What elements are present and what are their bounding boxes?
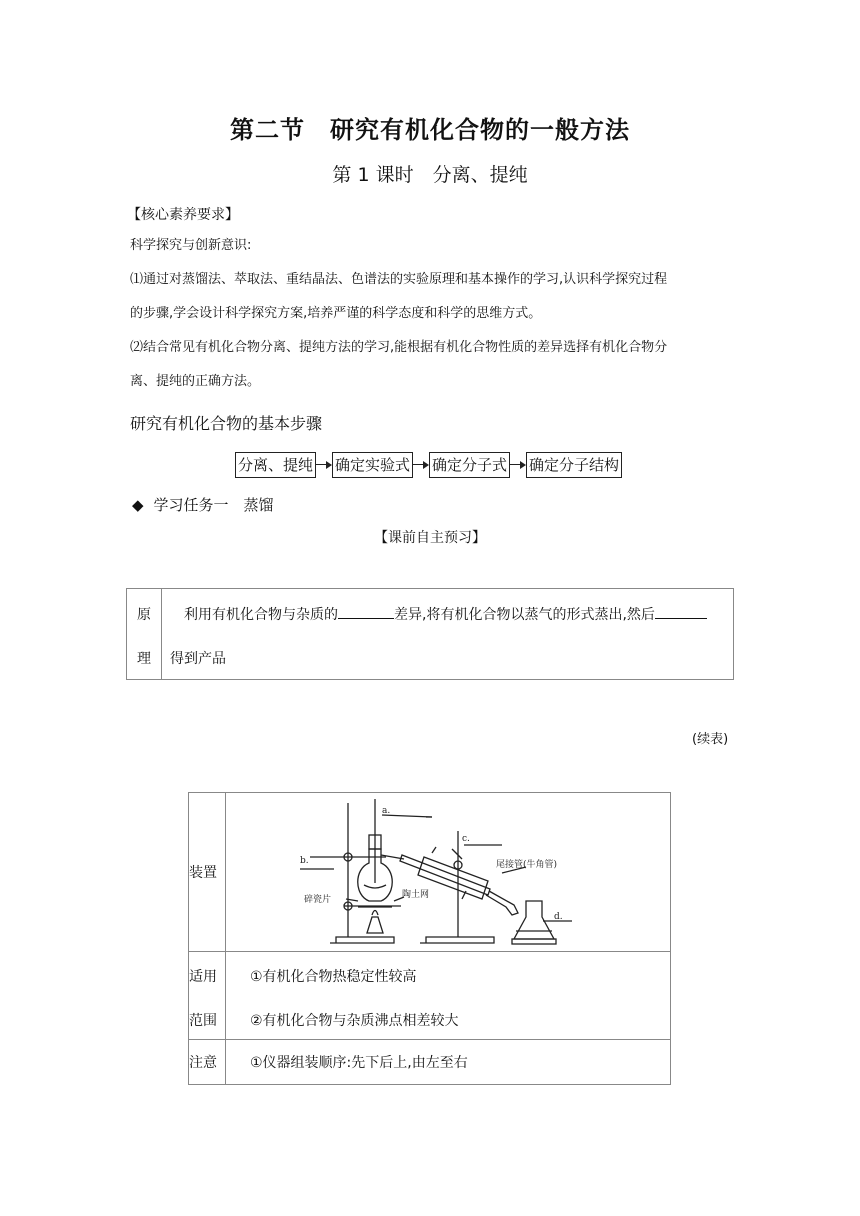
core-item1-line2: 的步骤,学会设计科学探究方案,培养严谨的科学态度和科学的思维方式。 [130,306,542,321]
distillation-table [188,792,671,1085]
apparatus-label: 装置 [189,865,217,881]
scope-label-2: 范围 [189,1013,217,1029]
step-box-3: 确定分子式 [429,452,510,478]
label-a: a. [382,806,391,816]
stand-base-middle [420,937,494,943]
preview-label: 【课前自主预习】 [374,530,486,546]
note-item-1: ①仪器组装顺序:先下后上,由左至右 [250,1055,468,1071]
label-d: d. [554,912,563,922]
arrow-right-icon [510,452,526,478]
scope-label-cell [189,952,226,1040]
arrow-right-icon [413,452,429,478]
answer-blank[interactable] [655,604,707,619]
steps-flowchart [235,452,622,478]
label-b: b. [300,856,309,866]
step-box-4: 确定分子结构 [526,452,622,478]
note-label: 注意 [189,1055,217,1071]
receiving-flask [514,901,554,939]
label-chips: 碎瓷片 [304,895,332,905]
task-heading [132,494,274,515]
distillation-apparatus-diagram [226,793,670,951]
note-text-cell [226,1040,671,1085]
leader-line-c [452,849,462,859]
water-outlet [432,847,436,853]
label-c: c. [462,834,470,844]
table-row [189,952,671,1040]
receiver-base [512,939,556,944]
principle-text-cell [162,589,734,680]
arrow-right-icon [316,452,332,478]
principle-text-part1: 利用有机化合物与杂质的 [184,607,338,623]
steps-heading: 研究有机化合物的基本步骤 [130,414,323,433]
scope-item-1: ①有机化合物热稳定性较高 [250,969,417,985]
core-item1-line1: ⑴通过对蒸馏法、萃取法、重结晶法、色谱法的实验原理和基本操作的学习,认识科学探究过程 [130,272,668,287]
core-intro: 科学探究与创新意识: [130,238,252,253]
principle-label-cell [127,589,162,680]
condenser-inner [400,855,490,895]
note-label-cell [189,1040,226,1085]
apparatus-label-cell [189,793,226,952]
principle-label-2: 理 [137,651,151,667]
scope-label-1: 适用 [189,969,217,985]
core-item2-line2: 离、提纯的正确方法。 [130,374,261,389]
principle-line1 [170,604,733,624]
continued-label: (续表) [692,732,729,747]
flame-icon [372,911,378,916]
scope-text-cell [226,952,671,1040]
principle-table [126,588,734,680]
table-row [127,589,734,680]
principle-line2: 得到产品 [170,651,226,667]
page-title: 第二节 研究有机化合物的一般方法 [230,116,630,144]
principle-text-part2: 差异,将有机化合物以蒸气的形式蒸出,然后 [394,607,655,623]
step-box-2: 确定实验式 [332,452,413,478]
task-title: 学习任务一 蒸馏 [153,496,274,514]
lesson-subtitle: 第 1 课时 分离、提纯 [332,164,528,186]
apparatus-diagram-cell [226,793,671,952]
label-receiver: 尾接管(牛角管) [496,860,558,870]
stand-base-left [330,937,394,943]
liquid-level [364,885,386,888]
alcohol-lamp [367,917,383,933]
adapter [486,891,518,915]
diamond-bullet-icon: ◆ [132,496,144,514]
label-gauze: 陶土网 [402,890,430,900]
core-item2-line1: ⑵结合常见有机化合物分离、提纯方法的学习,能根据有机化合物性质的差异选择有机化合物分 [130,340,668,355]
table-row [189,1040,671,1085]
core-requirements-header: 【核心素养要求】 [127,207,239,223]
answer-blank[interactable] [338,604,394,619]
scope-item-2: ②有机化合物与杂质沸点相差较大 [250,1013,459,1029]
principle-label-1: 原 [137,607,151,623]
step-box-1: 分离、提纯 [235,452,316,478]
table-row [189,793,671,952]
